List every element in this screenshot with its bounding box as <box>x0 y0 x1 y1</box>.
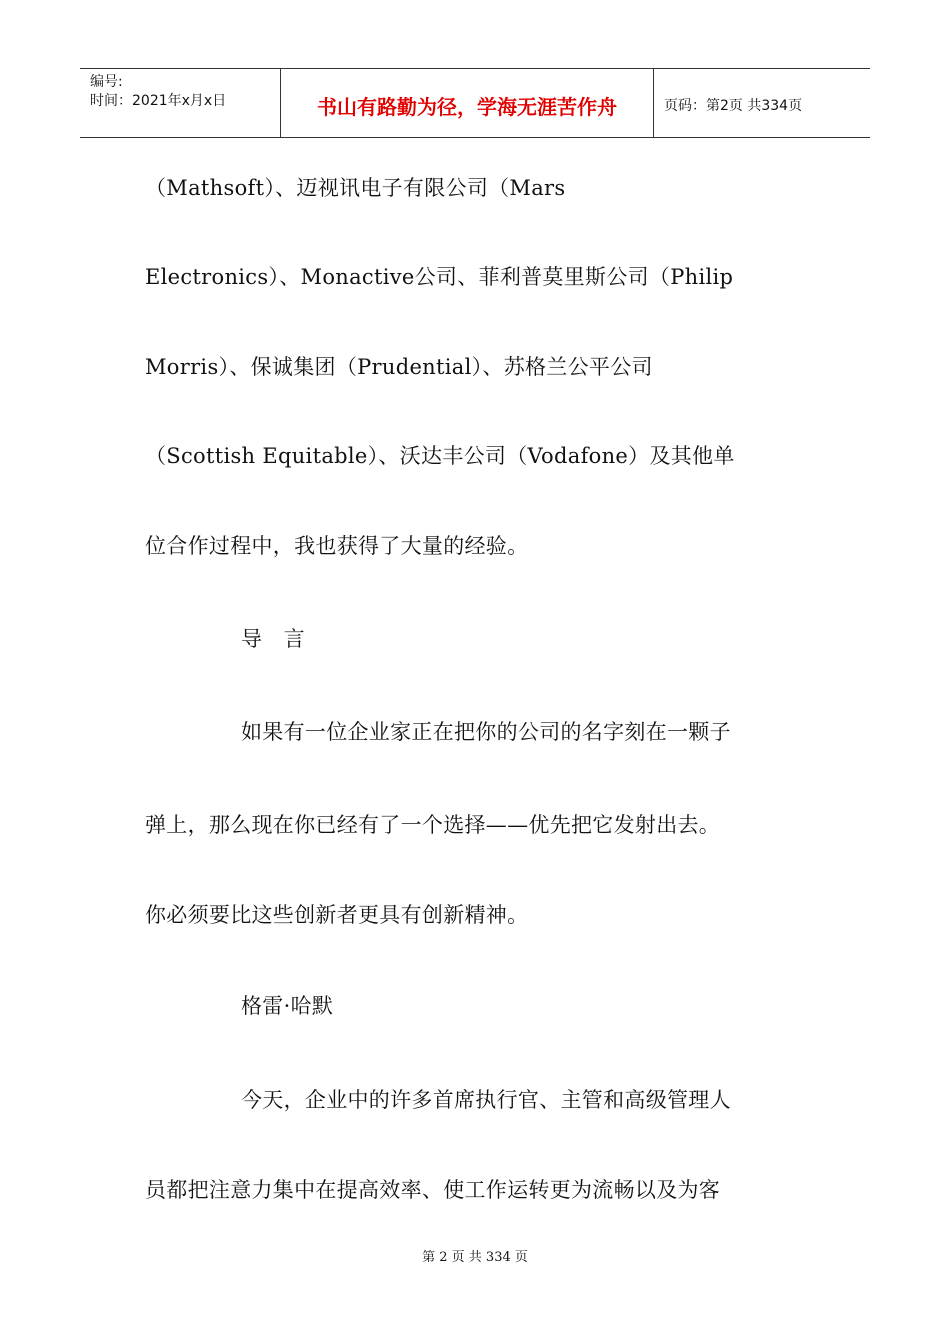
header-meta-cell <box>80 69 281 137</box>
body-line: 如果有一位企业家正在把你的公司的名字刻在一颗子 <box>241 720 731 744</box>
body-line: 员都把注意力集中在提高效率、使工作运转更为流畅以及为客 <box>145 1178 721 1202</box>
body-line: （Scottish Equitable）、沃达丰公司（Vodafone）及其他单 <box>145 444 735 468</box>
body-line: 你必须要比这些创新者更具有创新精神。 <box>145 903 529 927</box>
body-line: 今天，企业中的许多首席执行官、主管和高级管理人 <box>241 1088 731 1112</box>
document-date-label: 时间：2021年x月x日 <box>90 93 227 109</box>
body-line: Electronics）、Monactive公司、菲利普莫里斯公司（Philip <box>145 265 734 289</box>
header-motto-cell <box>281 69 654 137</box>
header-motto: 书山有路勤为径，学海无涯苦作舟 <box>317 94 617 119</box>
document-header <box>80 68 870 138</box>
page-footer: 第 2 页 共 334 页 <box>422 1250 528 1265</box>
section-heading: 导 言 <box>241 627 305 651</box>
body-line: Morris）、保诚集团（Prudential）、苏格兰公平公司 <box>145 355 653 379</box>
document-number-label: 编号: <box>90 74 123 90</box>
body-line: （Mathsoft）、迈视讯电子有限公司（Mars <box>145 176 566 200</box>
header-page-info: 页码：第2页 共334页 <box>664 98 803 114</box>
header-page-cell <box>654 69 870 137</box>
quote-attribution: 格雷·哈默 <box>241 994 334 1018</box>
body-line: 位合作过程中，我也获得了大量的经验。 <box>145 534 529 558</box>
body-line: 弹上，那么现在你已经有了一个选择——优先把它发射出去。 <box>145 813 721 837</box>
